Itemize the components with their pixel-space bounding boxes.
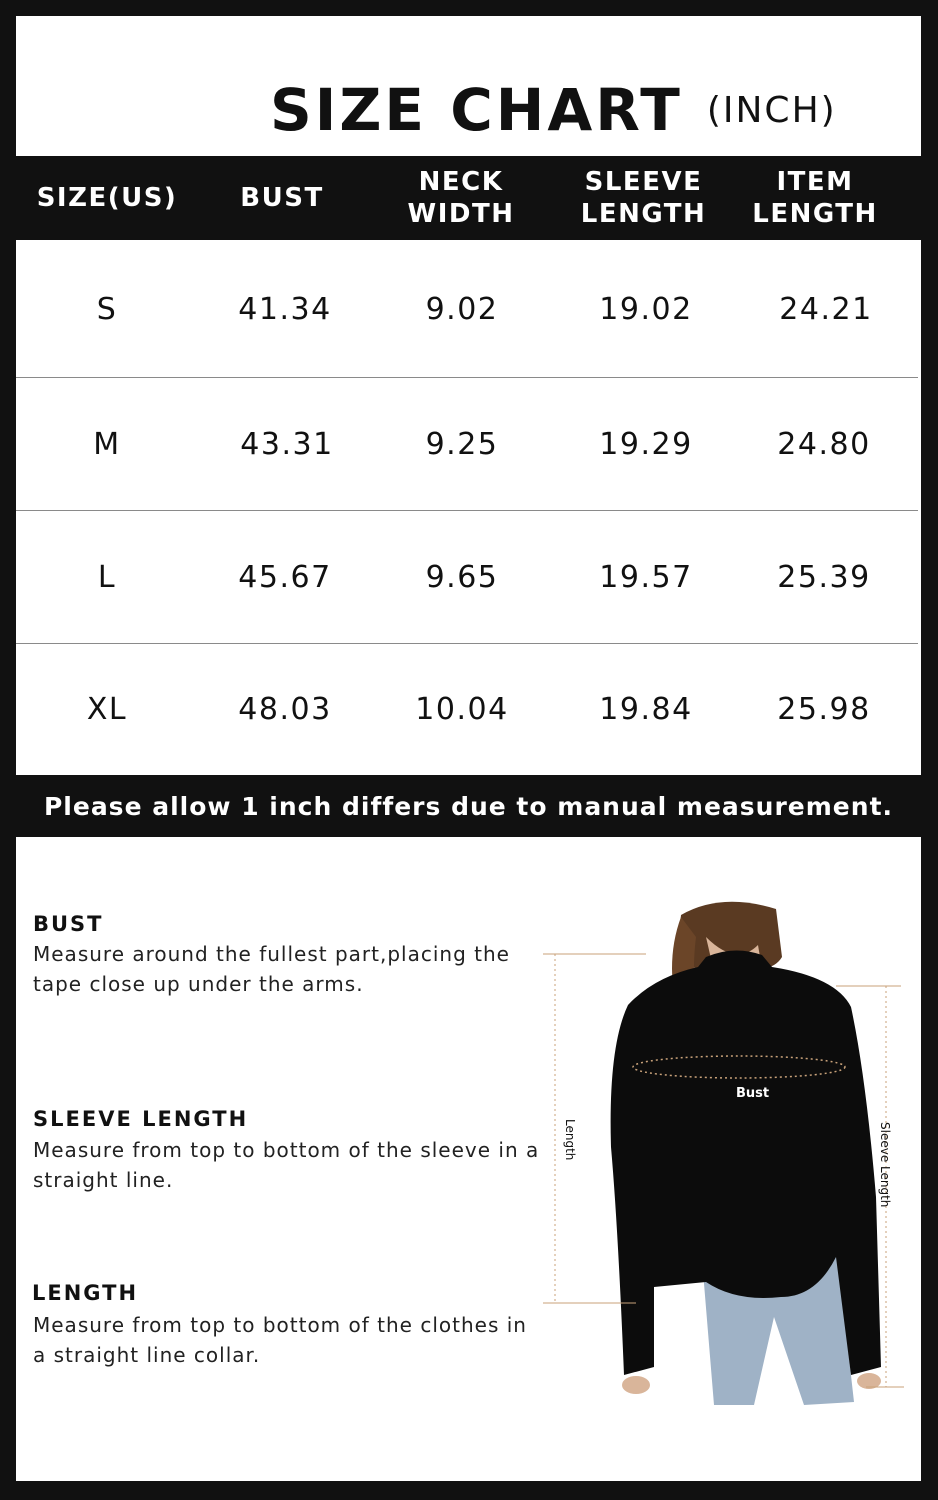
header-size: SIZE(US) [36, 183, 178, 213]
header-sleeve-length: SLEEVE LENGTH [580, 167, 707, 229]
left-hand [622, 1376, 650, 1394]
cell-sleeve-length: 19.84 [599, 692, 693, 727]
length-description: Measure from top to bottom of the clothes in a straight line collar. [33, 1313, 527, 1367]
table-header [16, 156, 921, 240]
bust-heading: BUST [33, 912, 104, 936]
measurement-guide [16, 837, 921, 1481]
table-row [16, 511, 921, 644]
cell-size: L [97, 560, 117, 595]
size-table [16, 240, 921, 775]
cell-neck-width: 10.04 [415, 692, 509, 727]
length-heading: LENGTH [32, 1281, 139, 1305]
length-label: Length [563, 1119, 577, 1161]
cell-size: XL [86, 692, 128, 727]
cell-neck-width: 9.65 [425, 560, 499, 595]
cell-neck-width: 9.25 [425, 427, 499, 462]
cell-sleeve-length: 19.57 [599, 560, 693, 595]
cell-neck-width: 9.02 [425, 291, 499, 327]
cell-bust: 48.03 [238, 692, 332, 727]
cell-sleeve-length: 19.29 [599, 427, 693, 462]
sleeve-length-description: Measure from top to bottom of the sleeve in a straight line. [33, 1138, 540, 1192]
title-unit: (INCH) [706, 89, 837, 131]
cell-bust: 43.31 [240, 427, 334, 462]
measurement-note: Please allow 1 inch differs due to manual measurement. [43, 791, 894, 821]
title-panel [16, 16, 921, 156]
title-main: SIZE CHART [270, 76, 683, 144]
model-figure [536, 897, 921, 1417]
table-row [16, 240, 921, 378]
cell-item-length: 25.39 [777, 560, 871, 595]
header-bust: BUST [240, 183, 324, 213]
cell-bust: 45.67 [238, 560, 332, 595]
bust-description: Measure around the fullest part,placing the tape close up under the arms. [33, 942, 510, 996]
cell-size: S [96, 291, 118, 327]
table-row [16, 644, 921, 775]
header-neck-width: NECK WIDTH [407, 167, 515, 229]
sleeve-length-label: Sleeve Length [878, 1122, 892, 1208]
cell-item-length: 25.98 [777, 692, 871, 727]
title [270, 76, 837, 144]
table-row [16, 378, 921, 511]
bust-label: Bust [736, 1086, 770, 1101]
header-item-length: ITEM LENGTH [752, 167, 878, 229]
cell-item-length: 24.21 [779, 291, 873, 327]
cell-bust: 41.34 [238, 291, 332, 327]
cell-size: M [93, 427, 121, 462]
sleeve-length-heading: SLEEVE LENGTH [33, 1107, 249, 1131]
cell-item-length: 24.80 [777, 427, 871, 462]
cell-sleeve-length: 19.02 [599, 291, 693, 327]
